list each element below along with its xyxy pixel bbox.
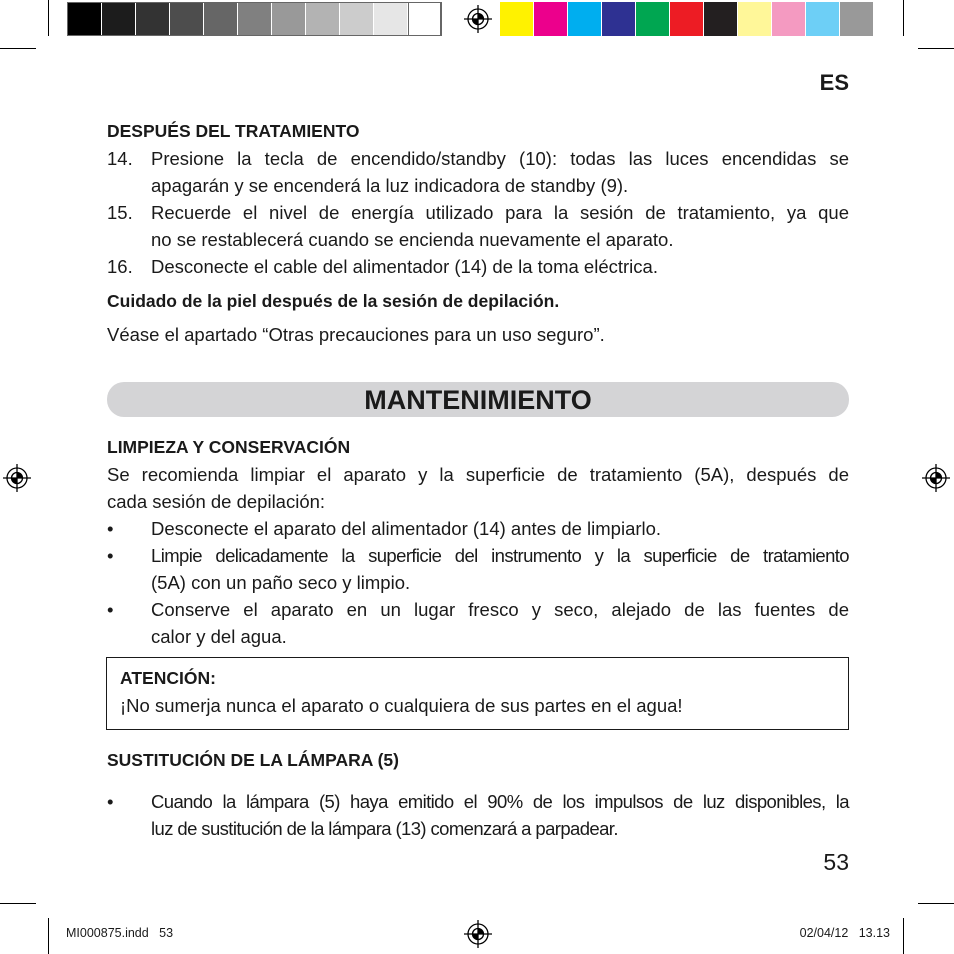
bullet-text-line: Cuando la lámpara (5) haya emitido el 90% de los impulsos de luz disponibles, la — [151, 791, 849, 812]
cleaning-intro-line: Se recomienda limpiar el aparato y la superficie de tratamiento (5A), después de — [107, 464, 849, 485]
step-text — [151, 199, 849, 253]
bullet-text-line: luz de sustitución de la lámpara (13) comenzará a parpadear. — [151, 818, 618, 839]
color-swatch — [704, 2, 737, 36]
registration-mark-icon — [464, 5, 492, 33]
step-text-line: Desconecte el cable del alimentador (14) de la toma eléctrica. — [151, 256, 658, 277]
step-text-line: Recuerde el nivel de energía utilizado para la sesión de tratamiento, ya que — [151, 202, 849, 223]
skin-care-heading: Cuidado de la piel después de la sesión de depilación. — [107, 291, 560, 311]
color-swatch — [738, 2, 771, 36]
bullet: • — [107, 518, 114, 539]
section-banner-title: MANTENIMIENTO — [364, 385, 592, 415]
crop-mark-bottom-left-v — [48, 918, 49, 954]
color-swatch — [500, 2, 533, 36]
crop-mark-top-right-h — [918, 48, 954, 49]
crop-mark-top-right-v — [903, 0, 904, 36]
crop-mark-bottom-left-h — [0, 903, 36, 904]
bullet-text — [151, 515, 849, 542]
footer-datetime: 02/04/12 13.13 — [799, 926, 890, 940]
section-heading-after-treatment: DESPUÉS DEL TRATAMIENTO — [107, 121, 360, 141]
bullet-text — [151, 596, 849, 650]
color-swatch — [772, 2, 805, 36]
bullet-text-line: Limpie delicadamente la superficie del instrumento y la superficie de tratamiento — [151, 545, 849, 566]
step-text — [151, 145, 849, 199]
color-swatch — [568, 2, 601, 36]
page-number: 53 — [823, 849, 849, 875]
warning-text: ¡No sumerja nunca el aparato o cualquiera de sus partes en el agua! — [120, 695, 683, 716]
step-text-line: no se restablecerá cuando se encienda nuevamente el aparato. — [151, 229, 674, 250]
gray-swatch-frame — [67, 2, 442, 36]
step-number: 15. — [107, 202, 133, 223]
bullet-text-line: Desconecte el aparato del alimentador (14) antes de limpiarlo. — [151, 518, 662, 539]
bullet-text-line: Conserve el aparato en un lugar fresco y seco, alejado de las fuentes de — [151, 599, 849, 620]
step-text — [151, 253, 849, 280]
registration-mark-icon — [3, 464, 31, 492]
cleaning-intro — [107, 461, 849, 515]
step-number: 14. — [107, 148, 133, 169]
registration-mark-icon — [922, 464, 950, 492]
crop-mark-top-left-h — [0, 48, 36, 49]
registration-mark-icon — [464, 920, 492, 948]
footer-filename: MI000875.indd 53 — [66, 926, 174, 940]
section-heading-cleaning: LIMPIEZA Y CONSERVACIÓN — [107, 437, 351, 457]
bullet: • — [107, 599, 114, 620]
crop-mark-bottom-right-v — [903, 918, 904, 954]
color-swatch — [806, 2, 839, 36]
step-text-line: apagarán y se encenderá la luz indicadora de standby (9). — [151, 175, 629, 196]
step-text-line: Presione la tecla de encendido/standby (10): todas las luces encendidas se — [151, 148, 849, 169]
bullet-text-line: calor y del agua. — [151, 626, 287, 647]
bullet-text — [151, 788, 849, 842]
bullet: • — [107, 545, 114, 566]
cleaning-intro-line: cada sesión de depilación: — [107, 491, 326, 512]
crop-mark-bottom-right-h — [918, 903, 954, 904]
skin-care-text: Véase el apartado “Otras precauciones para un uso seguro”. — [107, 324, 605, 345]
color-swatch — [670, 2, 703, 36]
color-swatch — [534, 2, 567, 36]
bullet: • — [107, 791, 114, 812]
section-heading-lamp: SUSTITUCIÓN DE LA LÁMPARA (5) — [107, 750, 399, 770]
warning-title: ATENCIÓN: — [120, 668, 216, 688]
color-swatch — [602, 2, 635, 36]
language-tag: ES — [819, 70, 849, 95]
bullet-text — [151, 542, 849, 596]
bullet-text-line: (5A) con un paño seco y limpio. — [151, 572, 411, 593]
color-swatch — [636, 2, 669, 36]
step-number: 16. — [107, 256, 133, 277]
crop-mark-top-left-v — [48, 0, 49, 36]
color-swatch — [840, 2, 873, 36]
